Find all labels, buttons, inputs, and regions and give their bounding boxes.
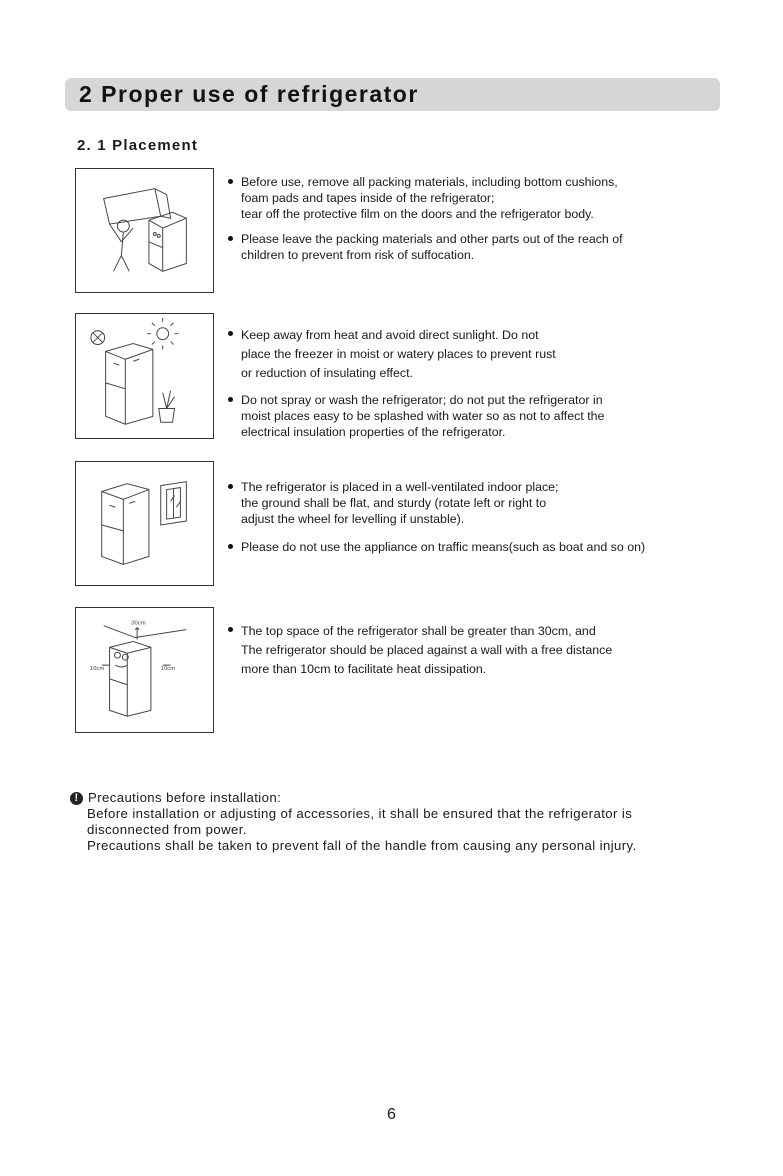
bullet-dot-icon: [228, 236, 233, 241]
clearance-illustration: [75, 607, 214, 733]
bullet-dot-icon: [228, 484, 233, 489]
precautions-heading-row: [70, 790, 710, 806]
bullet-dot-icon: [228, 331, 233, 336]
bullet-item: [226, 622, 706, 679]
ventilation-drawing: [76, 462, 213, 585]
bullet-text: Do not spray or wash the refrigerator; do not put the refrigerator in moist places easy to be splashed with water so as not to affect the electrical insulation properties of the refrigerator.: [241, 393, 605, 439]
bullet-text: Please leave the packing materials and other parts out of the reach of children to prevent from risk of suffocation.: [241, 232, 623, 262]
precautions-heading: Precautions before installation:: [88, 790, 282, 805]
page-number: 6: [387, 1106, 396, 1123]
header-bar: [65, 78, 720, 111]
bullet-dot-icon: [228, 179, 233, 184]
bullet-group-4: [226, 622, 706, 688]
top-gap-label: 30cm: [131, 620, 146, 627]
bullet-text: Keep away from heat and avoid direct sunlight. Do not place the freezer in moist or watery places to prevent rust or reduction of insulating effect.: [241, 328, 556, 380]
bullet-dot-icon: [228, 397, 233, 402]
left-gap-label: 10cm: [89, 666, 105, 672]
bullet-item: [226, 174, 706, 222]
precaution-line: Precautions shall be taken to prevent fall of the handle from causing any personal injury.: [87, 838, 637, 853]
bullet-dot-icon: [228, 627, 233, 632]
bullet-item: [226, 326, 706, 383]
precautions-note: [70, 790, 710, 854]
precautions-lines: [70, 806, 710, 854]
bullet-item: [226, 231, 706, 263]
right-gap-label: 10cm: [160, 666, 176, 672]
bullet-text: Before use, remove all packing materials, including bottom cushions, foam pads and tapes inside of the refrigerator; tear off the protective film on the doors and the refrigerator body.: [241, 175, 618, 221]
bullet-item: [226, 392, 706, 440]
page-title: 2 Proper use of refrigerator: [79, 81, 419, 107]
unpacking-illustration: [75, 168, 214, 293]
heat-drawing: [76, 314, 213, 438]
clearance-drawing: [76, 608, 213, 732]
warning-icon: !: [70, 792, 83, 805]
bullet-dot-icon: [228, 544, 233, 549]
precaution-line: disconnected from power.: [87, 822, 247, 837]
bullet-group-1: [226, 174, 706, 272]
unpacking-drawing: [76, 169, 213, 292]
bullet-group-2: [226, 326, 706, 449]
bullet-item: [226, 479, 706, 527]
precaution-line: Before installation or adjusting of accessories, it shall be ensured that the refrigerator is: [87, 806, 633, 821]
bullet-text: The refrigerator is placed in a well-ventilated indoor place; the ground shall be flat, and sturdy (rotate left or right to adjust the wheel for levelling if unstable).: [241, 480, 559, 526]
bullet-item: [226, 539, 706, 555]
bullet-text: Please do not use the appliance on traffic means(such as boat and so on): [241, 540, 646, 554]
ventilation-illustration: [75, 461, 214, 586]
heat-sunlight-illustration: [75, 313, 214, 439]
section-title: 2. 1 Placement: [77, 137, 199, 154]
bullet-text: The top space of the refrigerator shall be greater than 30cm, and The refrigerator should be placed against a wall with a free distance more than 10cm to facilitate heat dissipation.: [241, 624, 613, 676]
bullet-group-3: [226, 479, 706, 564]
